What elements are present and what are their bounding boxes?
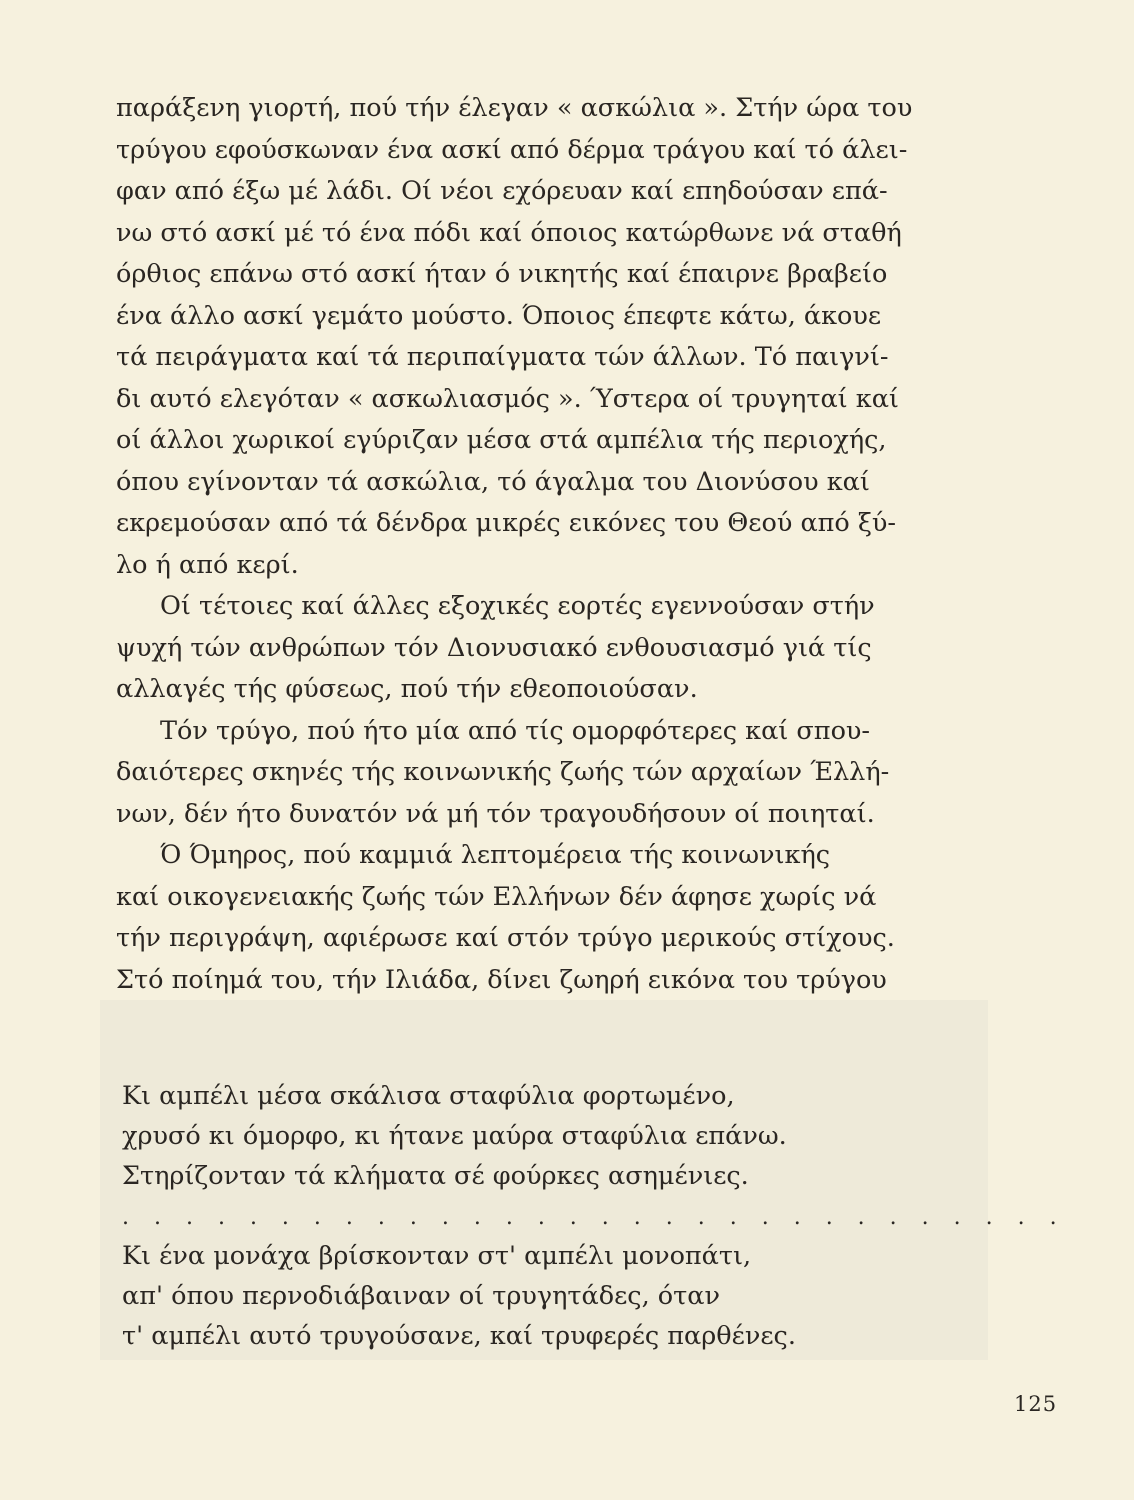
verse-line: Κι ένα μονάχα βρίσκονταν στ' αμπέλι μονοπάτι, [122, 1241, 752, 1271]
text-line: όπου εγίνονταν τά ασκώλια, τό άγαλμα του Διονύσου καί [116, 466, 870, 497]
text-line: Οί τέτοιες καί άλλες εξοχικές εορτές εγεννούσαν στήν [160, 591, 875, 621]
paragraph-2 [116, 586, 946, 711]
paragraph-1 [116, 88, 946, 586]
verse-line: τ' αμπέλι αυτό τρυγούσανε, καί τρυφερές παρθένες. [122, 1321, 796, 1351]
text-line: τήν περιγράψη, αφιέρωσε καί στόν τρύγο μερικούς στίχους. [116, 923, 895, 953]
text-line: παράξενη γιορτή, πού τήν έλεγαν « ασκώλια ». Στήν ώρα του [116, 93, 913, 123]
text-line: δαιότερες σκηνές τής κοινωνικής ζωής τών αρχαίων Έλλή- [116, 757, 890, 787]
verse-ellipsis: . . . . . . . . . . . . . . . . . . . . . . . . . . . . . . [122, 1205, 1066, 1230]
text-line: νω στό ασκί μέ τό ένα πόδι καί όποιος κατώρθωνε νά σταθή [116, 217, 902, 248]
paragraph-3 [116, 711, 946, 836]
text-line: καί οικογενειακής ζωής τών Ελλήνων δέν άφησε χωρίς νά [116, 881, 877, 912]
verse-line: Στηρίζονταν τά κλήματα σέ φούρκες ασημένιες. [122, 1161, 749, 1191]
text-line: οί άλλοι χωρικοί εγύριζαν μέσα στά αμπέλια τής περιοχής, [116, 425, 887, 455]
text-line: ένα άλλο ασκί γεμάτο μούστο. Όποιος έπεφτε κάτω, άκουε [116, 300, 882, 331]
text-line: φαν από έξω μέ λάδι. Οί νέοι εχόρευαν καί επηδούσαν επά- [116, 176, 888, 206]
text-line: λο ή από κερί. [116, 549, 299, 580]
text-line: αλλαγές τής φύσεως, πού τήν εθεοποιούσαν. [116, 674, 698, 704]
verse-line: χρυσό κι όμορφο, κι ήτανε μαύρα σταφύλια επάνω. [122, 1121, 787, 1151]
page-number: 125 [1014, 1392, 1058, 1416]
text-line: όρθιος επάνω στό ασκί ήταν ό νικητής καί έπαιρνε βραβείο [116, 259, 888, 289]
text-line: Στό ποίημά του, τήν Ιλιάδα, δίνει ζωηρή εικόνα του τρύγου [116, 964, 887, 995]
text-line: νων, δέν ήτο δυνατόν νά μή τόν τραγουδήσουν οί ποιηταί. [116, 798, 875, 829]
text-line: τρύγου εφούσκωναν ένα ασκί από δέρμα τράγου καί τό άλει- [116, 134, 908, 165]
text-line: Τόν τρύγο, πού ήτο μία από τίς ομορφότερες καί σπου- [160, 715, 871, 746]
text-line: δι αυτό ελεγόταν « ασκωλιασμός ». Ύστερα οί τρυγηταί καί [116, 383, 899, 414]
text-line: Ό Όμηρος, πού καμμιά λεπτομέρεια τής κοινωνικής [160, 840, 830, 870]
text-line: εκρεμούσαν από τά δένδρα μικρές εικόνες του Θεού από ξύ- [116, 508, 897, 538]
verse-line: Κι αμπέλι μέσα σκάλισα σταφύλια φορτωμένο, [122, 1081, 735, 1111]
verse-quotation [122, 1076, 1066, 1356]
verse-line: απ' όπου περνοδιάβαιναν οί τρυγητάδες, όταν [122, 1281, 720, 1311]
text-line: ψυχή τών ανθρώπων τόν Διονυσιακό ενθουσιασμό γιά τίς [116, 632, 872, 663]
text-line: τά πειράγματα καί τά περιπαίγματα τών άλλων. Τό παιγνί- [116, 342, 889, 372]
body-text [116, 88, 946, 1043]
